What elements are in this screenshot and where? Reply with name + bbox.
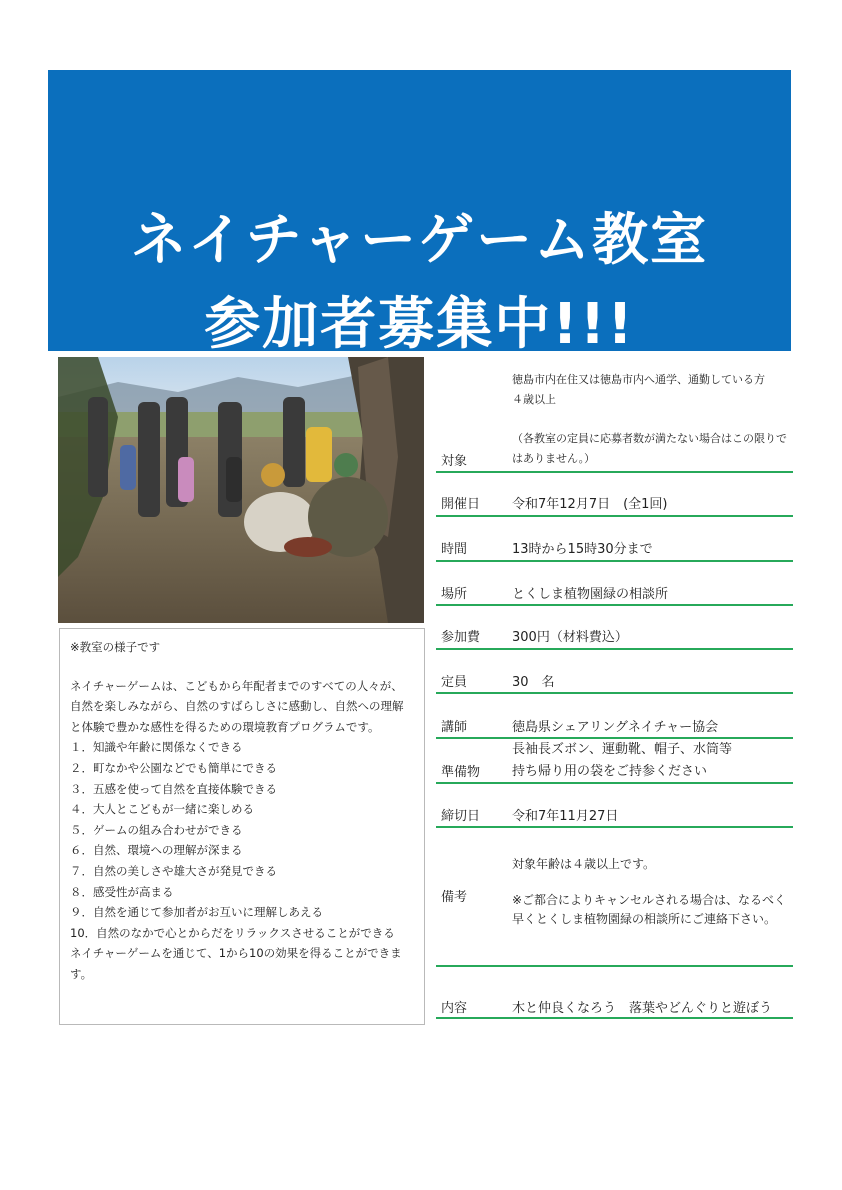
benefit-item: １．知識や年齢に関係なくできる bbox=[70, 740, 243, 755]
benefit-item: ８．感受性が高まる bbox=[70, 884, 174, 899]
benefit-item: ２．町なかや公園などでも簡単にできる bbox=[70, 760, 277, 775]
row-label: 内容 bbox=[441, 1001, 468, 1016]
row-value: 徳島県シェアリングネイチャー協会 bbox=[512, 720, 719, 735]
row-instructor bbox=[436, 694, 793, 739]
title-line-2: 参加者募集中!!! bbox=[204, 292, 635, 357]
title-line-1: ネイチャーゲーム教室 bbox=[130, 208, 709, 273]
row-value: 令和7年11月27日 bbox=[512, 809, 619, 824]
prep-line-2: 持ち帰り用の袋をご持参ください bbox=[512, 764, 708, 779]
row-capacity bbox=[436, 650, 793, 694]
benefit-item: ５．ゲームの組み合わせができる bbox=[70, 822, 243, 837]
row-label: 講師 bbox=[441, 720, 468, 735]
prep-line-1: 長袖長ズボン、運動靴、帽子、水筒等 bbox=[512, 742, 732, 757]
row-value bbox=[512, 855, 793, 929]
remarks-line-2: ※ご都合によりキャンセルされる場合は、なるべく早くとくしま植物園緑の相談所にご連絡下さい。 bbox=[512, 893, 787, 926]
photo-caption: ※教室の様子です bbox=[70, 640, 161, 654]
benefit-item: ６．自然、環境への理解が深まる bbox=[70, 843, 243, 858]
row-value: とくしま植物園緑の相談所 bbox=[512, 587, 669, 602]
row-label: 締切日 bbox=[441, 809, 481, 824]
description-box bbox=[59, 628, 425, 1025]
benefit-item: 10．自然のなかで心とからだをリラックスさせることができる bbox=[70, 925, 395, 940]
class-photo bbox=[58, 357, 424, 623]
row-fee bbox=[436, 606, 793, 650]
benefit-item: ３．五感を使って自然を直接体験できる bbox=[70, 781, 277, 796]
benefit-item: ４．大人とこどもが一緒に楽しめる bbox=[70, 802, 254, 817]
row-label: 対象 bbox=[441, 454, 468, 469]
row-value bbox=[512, 370, 793, 469]
target-line-1: 徳島市内在住又は徳島市内へ通学、通勤している方 bbox=[512, 373, 765, 386]
remarks-line-1: 対象年齢は４歳以上です。 bbox=[512, 857, 656, 871]
row-value bbox=[512, 739, 793, 783]
target-note: （各教室の定員に応募者数が満たない場合はこの限りではありません。） bbox=[512, 432, 787, 465]
title-banner bbox=[48, 70, 791, 357]
row-date bbox=[436, 473, 793, 517]
row-value: 木と仲良くなろう 落葉やどんぐりと遊ぼう bbox=[512, 1001, 773, 1016]
description-intro: ネイチャーゲームは、こどもから年配者までのすべての人々が、自然を楽しみながら、自然のすばらしさに感動し、自然への理解と体験で豊かな感性を得るための環境教育プログラムです。 bbox=[70, 678, 404, 734]
row-target bbox=[436, 360, 793, 473]
row-label: 時間 bbox=[441, 542, 468, 557]
target-line-2: ４歳以上 bbox=[512, 393, 556, 406]
row-place bbox=[436, 562, 793, 606]
row-label: 準備物 bbox=[441, 765, 481, 780]
description-outro: ネイチャーゲームを通じて、1から10の効果を得ることができます。 bbox=[70, 946, 402, 981]
benefit-item: ７．自然の美しさや雄大さが発見できる bbox=[70, 863, 277, 878]
row-prep bbox=[436, 739, 793, 784]
row-label: 開催日 bbox=[441, 497, 481, 512]
row-label: 定員 bbox=[441, 675, 468, 690]
row-value: 300円（材料費込） bbox=[512, 630, 628, 645]
row-time bbox=[436, 517, 793, 562]
row-label: 備考 bbox=[441, 890, 468, 905]
row-value: 30 名 bbox=[512, 675, 555, 690]
row-deadline bbox=[436, 784, 793, 828]
row-label: 参加費 bbox=[441, 630, 481, 645]
row-content bbox=[436, 967, 793, 1019]
row-value: 令和7年12月7日 (全1回) bbox=[512, 497, 668, 512]
photo-illustration bbox=[58, 357, 424, 623]
row-label: 場所 bbox=[441, 587, 468, 602]
row-value: 13時から15時30分まで bbox=[512, 542, 653, 557]
benefit-item: ９．自然を通じて参加者がお互いに理解しあえる bbox=[70, 905, 323, 920]
row-remarks bbox=[436, 828, 793, 967]
